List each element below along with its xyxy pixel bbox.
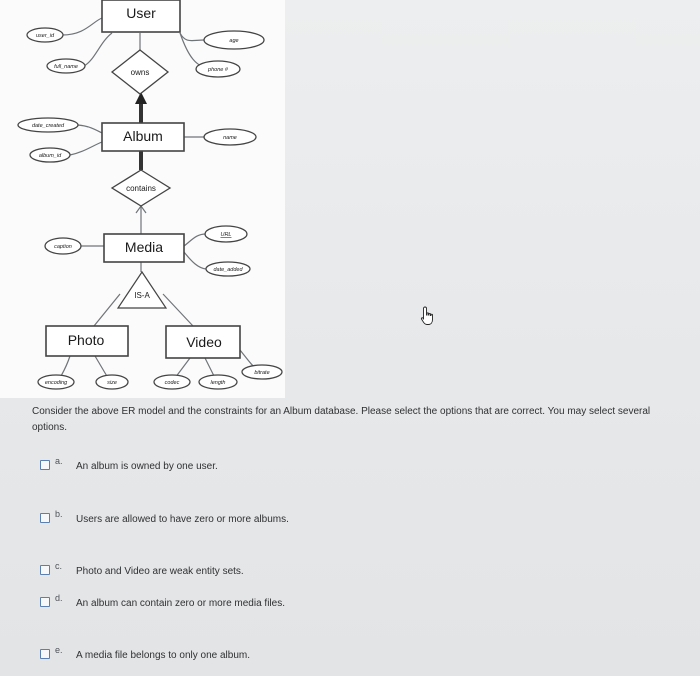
question-text: Consider the above ER model and the constraints for an Album database. Please select the options that are correct. You may select several options.	[32, 406, 651, 433]
attr-phone	[196, 61, 240, 77]
svg-text:IS-A: IS-A	[134, 291, 150, 300]
attr-encoding	[38, 375, 74, 389]
attr-name	[204, 129, 256, 145]
relationship-isa	[118, 272, 166, 308]
attr-date-added	[206, 262, 250, 276]
entity-user	[102, 0, 180, 32]
attr-codec	[154, 375, 190, 389]
svg-text:codec: codec	[164, 380, 180, 386]
attr-age	[204, 31, 264, 49]
svg-text:URL: URL	[220, 232, 232, 238]
option-e-checkbox[interactable]	[40, 649, 50, 659]
svg-text:Video: Video	[186, 334, 222, 350]
svg-text:caption: caption	[54, 244, 72, 250]
er-diagram-svg	[0, 0, 285, 398]
option-d-checkbox[interactable]	[40, 597, 50, 607]
option-d-letter: d.	[55, 593, 63, 603]
option-a-letter: a.	[55, 456, 63, 466]
svg-text:Album: Album	[123, 128, 163, 144]
option-b-letter: b.	[55, 509, 63, 519]
er-diagram	[0, 0, 285, 398]
attr-album-id	[30, 148, 70, 162]
option-b-label[interactable]: Users are allowed to have zero or more albums.	[76, 514, 289, 525]
option-c-checkbox[interactable]	[40, 565, 50, 575]
attr-caption	[45, 238, 81, 254]
svg-text:Media: Media	[124, 239, 164, 255]
svg-text:age: age	[229, 38, 239, 44]
option-b-checkbox[interactable]	[40, 513, 50, 523]
option-c-label[interactable]: Photo and Video are weak entity sets.	[76, 566, 244, 577]
option-c-letter: c.	[55, 561, 63, 571]
svg-text:full_name: full_name	[54, 64, 78, 70]
entity-photo	[46, 326, 128, 356]
entity-media	[104, 234, 184, 262]
svg-text:bitrate: bitrate	[254, 370, 270, 376]
option-e-label[interactable]: A media file belongs to only one album.	[76, 650, 250, 661]
attr-user-id	[27, 28, 63, 42]
svg-text:encoding: encoding	[44, 380, 68, 386]
svg-text:owns: owns	[130, 68, 150, 77]
attr-date-created	[18, 118, 78, 132]
attr-length	[199, 375, 237, 389]
svg-text:User: User	[126, 5, 156, 21]
attr-url	[205, 226, 247, 242]
svg-text:album_id: album_id	[38, 153, 62, 159]
relationship-contains	[112, 170, 170, 206]
option-d-label[interactable]: An album can contain zero or more media files.	[76, 598, 285, 609]
option-e-letter: e.	[55, 645, 63, 655]
svg-text:date_created: date_created	[31, 123, 65, 129]
attr-size	[96, 375, 128, 389]
svg-text:size: size	[107, 380, 117, 386]
svg-text:length: length	[210, 380, 226, 386]
svg-text:Photo: Photo	[67, 332, 105, 348]
attr-full-name	[47, 59, 85, 73]
svg-text:user_id: user_id	[35, 33, 55, 39]
attr-bitrate	[242, 365, 282, 379]
relationship-owns	[112, 50, 168, 94]
entity-album	[102, 123, 184, 151]
svg-text:phone #: phone #	[208, 67, 228, 73]
svg-text:date_added: date_added	[213, 267, 243, 273]
entity-video	[166, 326, 240, 358]
option-a-checkbox[interactable]	[40, 460, 50, 470]
svg-text:name: name	[223, 135, 237, 141]
hand-pointer-icon	[420, 306, 436, 326]
svg-text:contains: contains	[126, 184, 156, 193]
option-a-label[interactable]: An album is owned by one user.	[76, 461, 218, 472]
